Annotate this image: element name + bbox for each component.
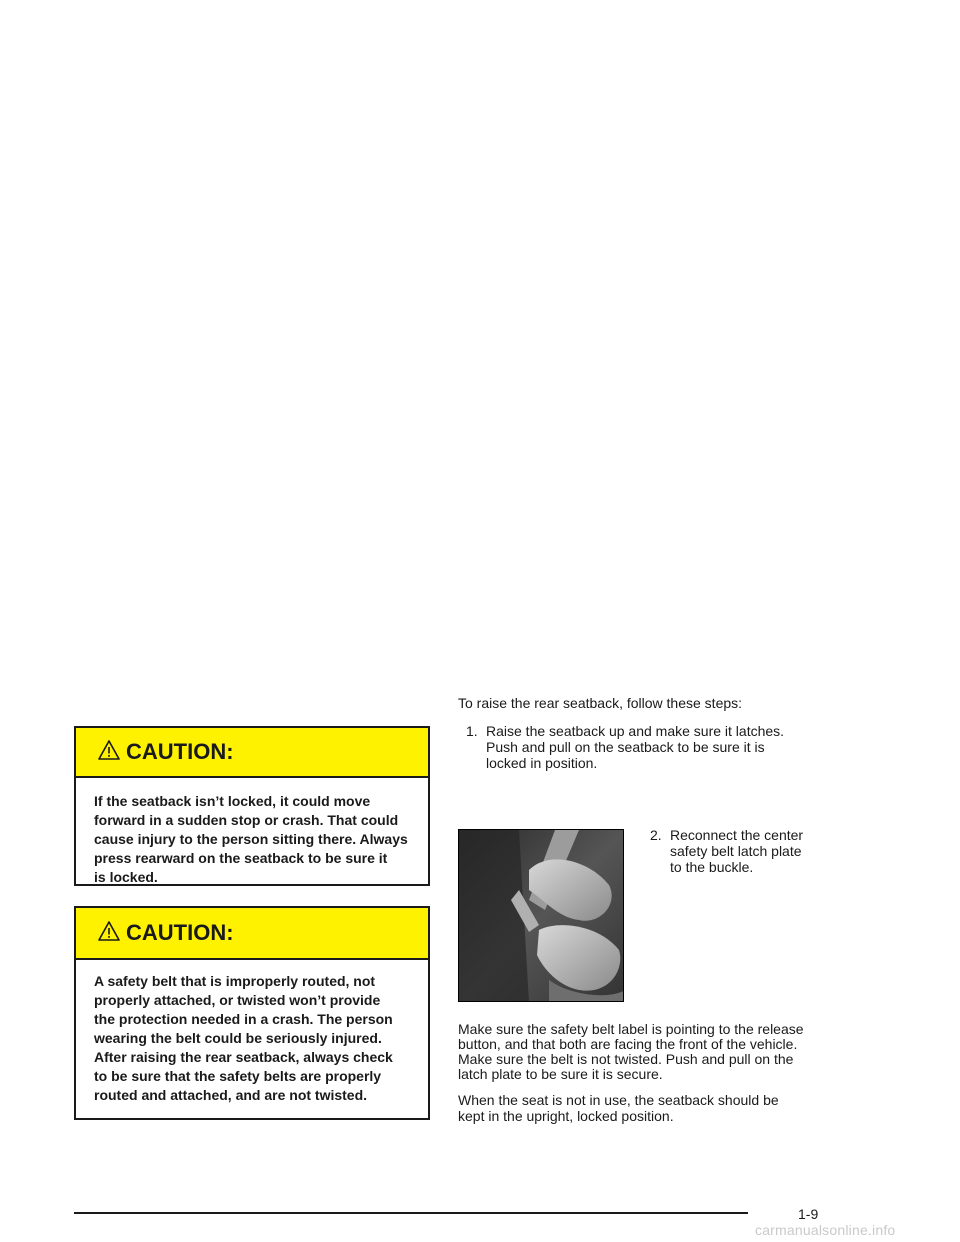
caution-box-belt-routing — [74, 906, 430, 1120]
paragraph-line: kept in the upright, locked position. — [458, 1108, 674, 1124]
buckle-photo — [458, 829, 624, 1002]
caution-line: wearing the belt could be seriously injured. — [94, 1030, 382, 1046]
procedure-intro: To raise the rear seatback, follow these steps: — [458, 695, 743, 711]
paragraph-line: latch plate to be sure it is secure. — [458, 1066, 663, 1082]
buckle-photo-illustration — [459, 830, 624, 1002]
step-text — [670, 827, 820, 875]
caution-heading: CAUTION: — [126, 920, 234, 945]
caution-heading: CAUTION: — [126, 739, 234, 764]
step-number: 2. — [650, 827, 662, 843]
step-line: to the buckle. — [670, 859, 754, 875]
caution-line: routed and attached, and are not twisted. — [94, 1087, 368, 1103]
step-number: 1. — [466, 723, 478, 739]
step-text — [486, 723, 816, 771]
step-line: Push and pull on the seatback to be sure it is — [486, 739, 765, 755]
caution-text — [76, 960, 428, 1121]
step-line: Reconnect the center — [670, 827, 804, 843]
caution-line: cause injury to the person sitting there. Always — [94, 831, 408, 847]
caution-line: If the seatback isn’t locked, it could move — [94, 793, 371, 809]
caution-line: forward in a sudden stop or crash. That could — [94, 812, 399, 828]
caution-line: the protection needed in a crash. The person — [94, 1011, 393, 1027]
caution-line: A safety belt that is improperly routed, not — [94, 973, 376, 989]
caution-line: After raising the rear seatback, always check — [94, 1049, 393, 1065]
warning-triangle-icon — [98, 740, 120, 760]
warning-triangle-icon — [98, 921, 120, 941]
caution-header — [76, 728, 428, 778]
paragraph-line: button, and that both are facing the front of the vehicle. — [458, 1036, 798, 1052]
paragraph-line: When the seat is not in use, the seatback should be — [458, 1092, 779, 1108]
body-paragraph — [458, 1022, 810, 1082]
step-line: Raise the seatback up and make sure it latches. — [486, 723, 785, 739]
body-paragraph — [458, 1092, 810, 1124]
page-number: 1-9 — [798, 1206, 819, 1222]
caution-line: is locked. — [94, 869, 158, 885]
caution-text — [76, 778, 428, 903]
step-line: locked in position. — [486, 755, 598, 771]
caution-line: to be sure that the safety belts are properly — [94, 1068, 382, 1084]
watermark: carmanualsonline.info — [755, 1222, 896, 1238]
caution-box-seatback-lock — [74, 726, 430, 886]
caution-line: press rearward on the seatback to be sure it — [94, 850, 388, 866]
footer-rule — [74, 1212, 748, 1214]
step-line: safety belt latch plate — [670, 843, 802, 859]
caution-header — [76, 908, 428, 960]
caution-line: properly attached, or twisted won’t provide — [94, 992, 381, 1008]
paragraph-line: Make sure the belt is not twisted. Push and pull on the — [458, 1051, 794, 1067]
paragraph-line: Make sure the safety belt label is pointing to the release — [458, 1021, 804, 1037]
